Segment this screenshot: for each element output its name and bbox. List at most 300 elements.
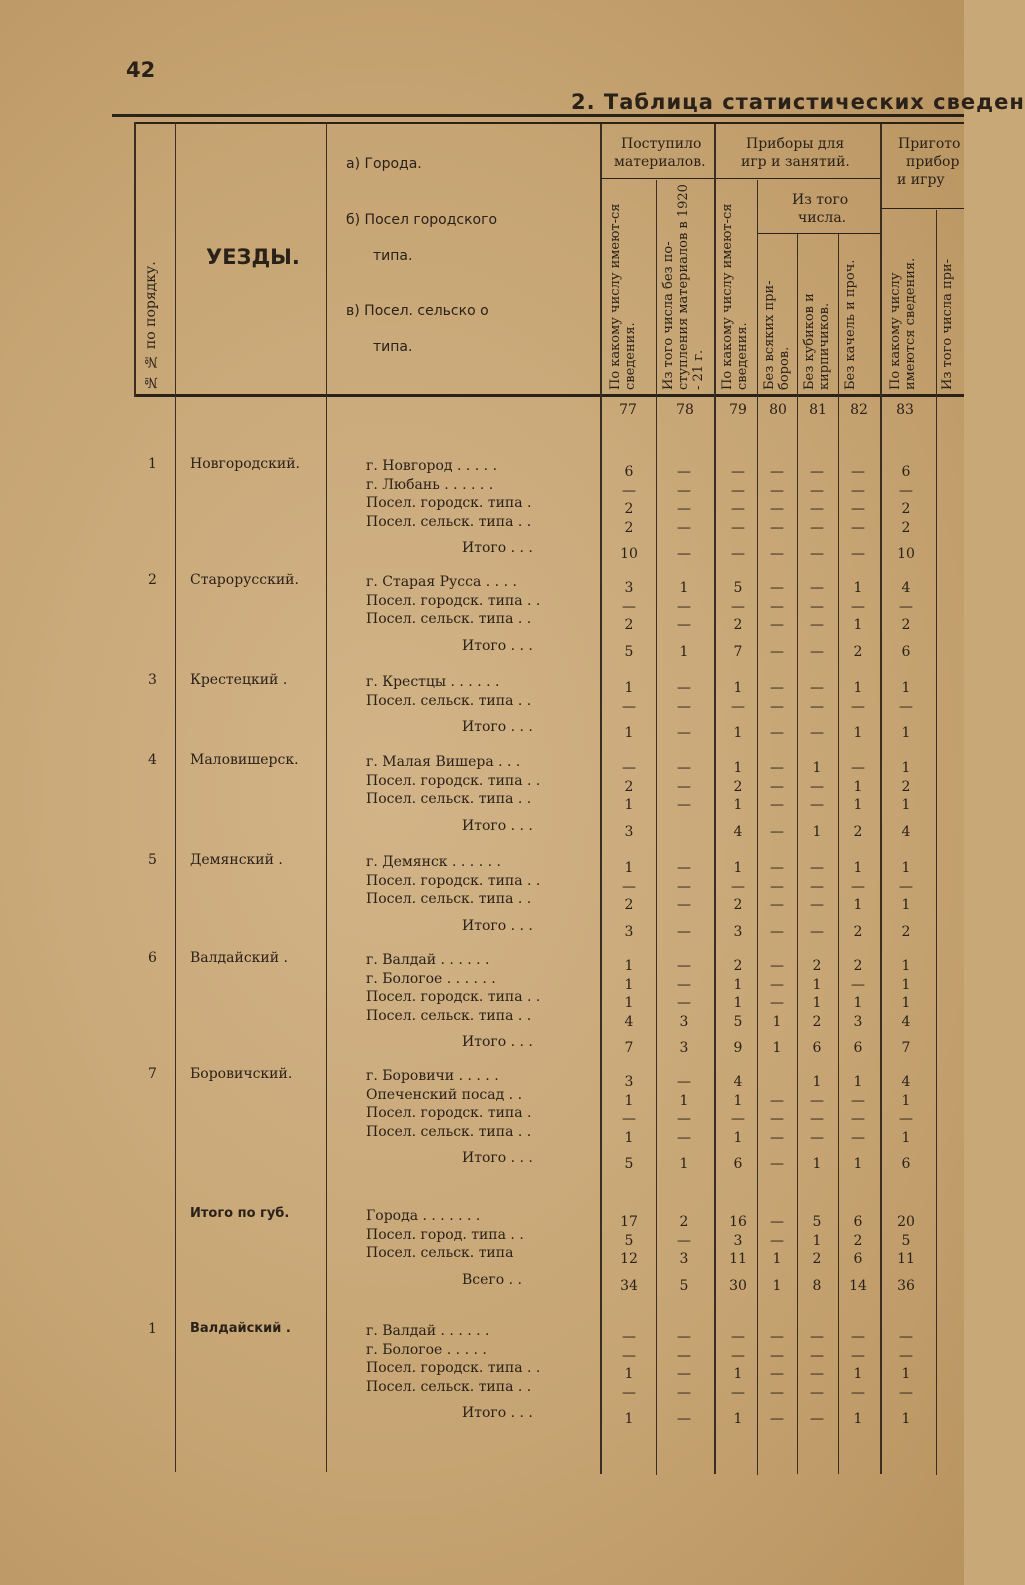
col-number: 81: [809, 402, 827, 418]
table-cell: 2: [624, 519, 634, 536]
col77-header: По какому числу имеют-ся сведения.: [608, 203, 638, 390]
table-cell: —: [770, 725, 784, 741]
table-cell: —: [851, 546, 865, 562]
place-name: Посел. городск. типа . .: [366, 592, 541, 609]
table-cell: 1: [624, 958, 634, 974]
table-cell: —: [622, 1347, 636, 1364]
table-cell: —: [770, 1329, 784, 1345]
table-cell: —: [770, 976, 784, 993]
table-cell: —: [677, 995, 691, 1011]
district-name: Маловишерск.: [190, 752, 299, 768]
table-cell: —: [677, 1111, 691, 1127]
place-name: Посел. городск. типа . .: [366, 989, 541, 1005]
table-cell: —: [770, 598, 784, 615]
table-cell: 2: [901, 501, 911, 517]
table-cell: —: [770, 1156, 784, 1172]
table-cell: —: [810, 464, 824, 480]
table-cell: 2: [812, 1013, 822, 1030]
table-cell: 20: [897, 1214, 915, 1230]
table-cell: —: [770, 1232, 784, 1249]
table-cell: 6: [901, 464, 911, 480]
table-cell: 1: [853, 617, 863, 633]
table-cell: 3: [624, 580, 634, 596]
table-cell: 1: [853, 680, 863, 696]
table-cell: 1: [853, 725, 863, 741]
table-cell: 1: [901, 1129, 911, 1146]
table-cell: 1: [624, 680, 634, 696]
table-cell: 1: [853, 1366, 863, 1382]
table-cell: —: [899, 1384, 913, 1401]
place-name: г. Любань . . . . . .: [366, 476, 494, 493]
table-cell: 1: [901, 958, 911, 974]
table-cell: 1: [812, 1232, 822, 1249]
table-cell: —: [810, 546, 824, 562]
table-cell: —: [677, 1366, 691, 1382]
table-cell: 1: [733, 1092, 743, 1109]
table-cell: —: [810, 860, 824, 876]
table-cell: 1: [853, 580, 863, 596]
table-cell: —: [851, 760, 865, 776]
table-cell: —: [810, 617, 824, 633]
table-cell: 6: [733, 1156, 743, 1172]
table-cell: —: [851, 878, 865, 895]
col-number: 83: [896, 402, 914, 418]
table-cell: —: [899, 1347, 913, 1364]
table-cell: 5: [901, 1232, 911, 1249]
table-cell: 3: [679, 1040, 689, 1056]
district-name: Новгородский.: [190, 456, 300, 472]
table-cell: 7: [624, 1040, 634, 1056]
table-cell: 1: [679, 1092, 689, 1109]
table-cell: —: [731, 698, 745, 715]
col84-header: Из того числа при-: [940, 258, 955, 390]
table-cell: 1: [853, 897, 863, 913]
table-cell: —: [851, 1347, 865, 1364]
table-cell: 1: [901, 995, 911, 1011]
table-cell: —: [731, 519, 745, 536]
col81-header: Без кубиков и кирпичиков.: [802, 293, 832, 390]
table-cell: —: [677, 1347, 691, 1364]
group2-sub-header: Из того: [792, 192, 849, 208]
table-cell: 1: [772, 1251, 782, 1267]
table-cell: 1: [901, 797, 911, 813]
place-name: г. Валдай . . . . . .: [366, 952, 490, 968]
table-cell: —: [677, 923, 691, 940]
table-cell: 2: [624, 778, 634, 795]
table-cell: 1: [812, 760, 822, 776]
table-cell: 1: [733, 680, 743, 696]
col-sep-no: [175, 122, 176, 1472]
col-sep-uezd: [326, 122, 327, 1472]
table-cell: —: [851, 1329, 865, 1345]
place-name: Посел. сельск. типа . .: [366, 1378, 532, 1395]
table-cell: —: [770, 1347, 784, 1364]
table-cell: 1: [733, 760, 743, 776]
table-cell: —: [622, 698, 636, 715]
table-cell: —: [677, 617, 691, 633]
table-cell: 1: [853, 860, 863, 876]
table-cell: —: [899, 878, 913, 895]
place-name: Посел. сельск. типа . .: [366, 791, 532, 807]
table-cell: —: [770, 580, 784, 596]
table-cell: —: [810, 1411, 824, 1427]
table-cell: 4: [901, 823, 911, 840]
table-cell: 2: [853, 923, 863, 940]
table-cell: —: [770, 797, 784, 813]
row-number: 4: [148, 752, 157, 768]
total-label: Итого . . .: [462, 817, 533, 834]
total-label: Итого . . .: [462, 719, 533, 735]
table-cell: —: [770, 1384, 784, 1401]
table-cell: 1: [812, 823, 822, 840]
row-number: 5: [148, 852, 157, 868]
legend-b: б) Посел городского: [346, 212, 498, 228]
table-cell: —: [677, 897, 691, 913]
table-cell: —: [677, 1411, 691, 1427]
table-cell: 2: [901, 923, 911, 940]
table-cell: —: [851, 598, 865, 615]
district-name: Демянский .: [190, 852, 283, 868]
table-cell: —: [810, 698, 824, 715]
header-bottom-rule: [134, 394, 964, 397]
place-name: Посел. сельск. типа . .: [366, 1123, 532, 1140]
table-cell: —: [677, 1074, 691, 1090]
row-number: 6: [148, 950, 157, 966]
table-cell: 2: [901, 519, 911, 536]
place-name: Посел. сельск. типа . .: [366, 891, 532, 907]
col78-header: Из того числа без по-ступления материалов в 1920 - 21 г.: [661, 184, 706, 390]
table-cell: 1: [679, 580, 689, 596]
table-cell: 1: [624, 976, 634, 993]
table-cell: 3: [624, 923, 634, 940]
table-cell: 2: [733, 778, 743, 795]
table-cell: 5: [679, 1277, 689, 1294]
row-number: 3: [148, 672, 157, 688]
table-cell: 17: [620, 1214, 638, 1230]
table-cell: —: [899, 598, 913, 615]
table-cell: —: [677, 976, 691, 993]
table-cell: 1: [733, 976, 743, 993]
col-sep-81: [797, 234, 798, 1474]
table-cell: —: [810, 519, 824, 536]
table-cell: 1: [624, 1366, 634, 1382]
table-cell: —: [622, 760, 636, 776]
table-cell: —: [810, 643, 824, 660]
table-cell: 1: [772, 1040, 782, 1056]
col-sep-83: [880, 124, 882, 1474]
table-cell: —: [770, 643, 784, 660]
group3-header: Пригото: [898, 136, 961, 152]
row-number: 7: [148, 1066, 157, 1082]
table-cell: —: [622, 482, 636, 499]
table-cell: —: [677, 860, 691, 876]
table-cell: 1: [733, 797, 743, 813]
table-cell: —: [677, 1232, 691, 1249]
col-number: 80: [769, 402, 787, 418]
table-cell: —: [770, 1411, 784, 1427]
table-cell: —: [899, 1329, 913, 1345]
table-cell: —: [677, 797, 691, 813]
table-cell: 2: [853, 958, 863, 974]
table-cell: 5: [624, 643, 634, 660]
place-name: г. Крестцы . . . . . .: [366, 674, 500, 690]
top-rule: [112, 114, 964, 117]
table-cell: —: [899, 1111, 913, 1127]
table-cell: 1: [901, 1092, 911, 1109]
table-cell: 4: [733, 823, 743, 840]
table-cell: 1: [679, 1156, 689, 1172]
place-name: г. Бологое . . . . . .: [366, 970, 496, 987]
table-cell: —: [770, 878, 784, 895]
table-cell: 10: [620, 546, 638, 562]
place-name: Посел. сельск. типа . .: [366, 513, 532, 530]
table-cell: 6: [853, 1214, 863, 1230]
group2-sub-header-2: числа.: [798, 210, 847, 226]
table-cell: —: [677, 778, 691, 795]
table-cell: 1: [853, 778, 863, 795]
table-cell: 4: [901, 1013, 911, 1030]
table-cell: 7: [901, 1040, 911, 1056]
table-cell: —: [770, 760, 784, 776]
group2-header: Приборы для: [746, 136, 845, 152]
table-cell: 1: [679, 643, 689, 660]
table-cell: —: [622, 1384, 636, 1401]
table-cell: 10: [897, 546, 915, 562]
table-cell: —: [810, 580, 824, 596]
table-cell: —: [677, 464, 691, 480]
table-cell: —: [810, 878, 824, 895]
table-cell: 1: [624, 1092, 634, 1109]
district-name: Валдайский .: [190, 950, 288, 966]
table-cell: —: [810, 1347, 824, 1364]
place-name: г. Старая Русса . . . .: [366, 574, 517, 590]
col80-header: Без всяких при-боров.: [762, 280, 792, 390]
table-cell: 1: [901, 1366, 911, 1382]
table-cell: —: [731, 878, 745, 895]
table-cell: 2: [853, 643, 863, 660]
table-cell: —: [677, 546, 691, 562]
table-cell: —: [851, 1092, 865, 1109]
table-cell: 1: [733, 995, 743, 1011]
table-cell: 6: [624, 464, 634, 480]
uezdy-header: УЕЗДЫ.: [206, 245, 300, 269]
place-name: Посел. городск. типа . .: [366, 1360, 541, 1376]
table-cell: 9: [733, 1040, 743, 1056]
table-cell: 4: [901, 580, 911, 596]
place-name: г. Боровичи . . . . .: [366, 1068, 499, 1084]
place-name: Посел. город. типа . .: [366, 1226, 524, 1243]
group3-header-3: и игру: [897, 172, 945, 188]
table-cell: 34: [620, 1277, 638, 1294]
total-label: Итого . . .: [462, 1034, 533, 1050]
group2-header-2: игр и занятий.: [741, 154, 850, 170]
group1-header: Поступило: [621, 136, 702, 152]
district-name: Боровичский.: [190, 1066, 293, 1082]
table-cell: 3: [624, 823, 634, 840]
table-cell: 11: [897, 1251, 915, 1267]
table-cell: —: [810, 923, 824, 940]
group3-rule: [882, 208, 964, 209]
legend-b-cont: типа.: [373, 248, 413, 264]
table-cell: 2: [812, 1251, 822, 1267]
table-cell: 1: [624, 860, 634, 876]
table-cell: 2: [624, 617, 634, 633]
table-cell: 2: [812, 958, 822, 974]
table-cell: 1: [901, 860, 911, 876]
table-cell: 2: [624, 897, 634, 913]
table-cell: 2: [733, 958, 743, 974]
table-cell: —: [851, 698, 865, 715]
table-cell: —: [770, 1129, 784, 1146]
table-cell: —: [731, 1347, 745, 1364]
group2-rule: [716, 178, 880, 179]
table-cell: —: [810, 482, 824, 499]
legend-a: а) Города.: [346, 156, 422, 172]
table-cell: —: [770, 1092, 784, 1109]
table-cell: —: [810, 1366, 824, 1382]
table-cell: 1: [812, 995, 822, 1011]
table-cell: —: [770, 482, 784, 499]
table-cell: 1: [624, 725, 634, 741]
table-cell: 4: [901, 1074, 911, 1090]
table-cell: —: [810, 1092, 824, 1109]
table-cell: 1: [901, 897, 911, 913]
total-label: Итого . . .: [462, 1405, 533, 1421]
table-cell: 1: [733, 1411, 743, 1427]
table-cell: 4: [733, 1074, 743, 1090]
table-cell: —: [899, 698, 913, 715]
place-name: г. Новгород . . . . .: [366, 458, 498, 474]
table-cell: —: [677, 958, 691, 974]
group1-rule: [602, 178, 714, 179]
table-cell: 5: [624, 1156, 634, 1172]
table-cell: 5: [624, 1232, 634, 1249]
col83-header: По какому числу имеются сведения.: [888, 257, 918, 390]
legend-c-cont: типа.: [373, 339, 413, 355]
table-cell: —: [770, 823, 784, 840]
place-name: Посел. сельск. типа . .: [366, 1007, 532, 1024]
group1-header-2: материалов.: [614, 154, 706, 170]
col-sep-82: [838, 234, 839, 1474]
table-cell: —: [731, 1329, 745, 1345]
table-cell: 36: [897, 1277, 915, 1294]
table-cell: 1: [901, 680, 911, 696]
row-number: 2: [148, 572, 157, 588]
table-cell: —: [851, 1384, 865, 1401]
group3-header-2: прибор: [906, 154, 960, 170]
place-name: Города . . . . . . .: [366, 1208, 481, 1224]
table-cell: 1: [624, 797, 634, 813]
page-number: 42: [126, 58, 156, 82]
table-cell: 16: [729, 1214, 747, 1230]
place-name: г. Валдай . . . . . .: [366, 1323, 490, 1339]
table-cell: 12: [620, 1251, 638, 1267]
place-name: г. Малая Вишера . . .: [366, 754, 521, 770]
table-cell: —: [851, 1129, 865, 1146]
table-cell: —: [851, 519, 865, 536]
table-cell: 1: [853, 1411, 863, 1427]
table-cell: —: [810, 680, 824, 696]
table-cell: —: [810, 778, 824, 795]
table-cell: —: [770, 1111, 784, 1127]
table-cell: —: [810, 1329, 824, 1345]
table-cell: —: [677, 1129, 691, 1146]
number-column-header: № № по порядку.: [143, 261, 159, 390]
table-cell: —: [677, 680, 691, 696]
table-cell: —: [770, 698, 784, 715]
col79-header: По какому числу имеют-ся сведения.: [720, 203, 750, 390]
legend-c: в) Посел. сельско о: [346, 303, 489, 319]
place-name: Посел. сельск. типа: [366, 1245, 514, 1261]
table-cell: —: [677, 725, 691, 741]
table-cell: —: [851, 1111, 865, 1127]
table-cell: 5: [733, 580, 743, 596]
table-cell: 6: [901, 643, 911, 660]
table-cell: —: [770, 464, 784, 480]
place-name: г. Демянск . . . . . .: [366, 854, 501, 870]
table-cell: 1: [733, 725, 743, 741]
table-cell: —: [851, 482, 865, 499]
table-cell: 2: [853, 1232, 863, 1249]
place-name: Посел. сельск. типа . .: [366, 692, 532, 709]
table-cell: —: [731, 546, 745, 562]
table-cell: —: [770, 995, 784, 1011]
district-name: Старорусский.: [190, 572, 299, 588]
table-cell: —: [770, 546, 784, 562]
place-name: Опеченский посад . .: [366, 1086, 523, 1103]
row-number: 1: [148, 456, 157, 472]
table-cell: —: [810, 897, 824, 913]
table-cell: 1: [901, 760, 911, 776]
table-cell: 1: [853, 797, 863, 813]
table-cell: 3: [733, 923, 743, 940]
district-name: Итого по губ.: [190, 1206, 290, 1221]
table-cell: 1: [901, 976, 911, 993]
left-border: [134, 122, 136, 397]
table-cell: 1: [812, 976, 822, 993]
table-cell: 8: [812, 1277, 822, 1294]
table-cell: 1: [812, 1156, 822, 1172]
table-cell: —: [810, 1129, 824, 1146]
place-name: Посел. сельск. типа . .: [366, 611, 532, 627]
table-cell: 1: [624, 1129, 634, 1146]
table-cell: 6: [812, 1040, 822, 1056]
table-cell: —: [770, 680, 784, 696]
table-cell: —: [677, 698, 691, 715]
total-label: Всего . .: [462, 1271, 522, 1288]
table-cell: 3: [679, 1013, 689, 1030]
top-rule-2: [134, 122, 964, 124]
table-cell: 1: [853, 1074, 863, 1090]
total-label: Итого . . .: [462, 917, 533, 934]
table-cell: —: [810, 725, 824, 741]
table-cell: 30: [729, 1277, 747, 1294]
col-sep-80: [757, 180, 758, 1475]
table-cell: —: [622, 878, 636, 895]
table-cell: 1: [853, 1156, 863, 1172]
table-cell: 6: [853, 1040, 863, 1056]
table-cell: 1: [901, 725, 911, 741]
table-cell: 1: [733, 1366, 743, 1382]
col-sep-77: [600, 124, 602, 1474]
table-cell: —: [731, 482, 745, 499]
table-cell: 6: [853, 1251, 863, 1267]
table-cell: —: [677, 878, 691, 895]
col82-header: Без качель и проч.: [843, 259, 858, 390]
table-cell: 1: [853, 995, 863, 1011]
table-cell: —: [770, 519, 784, 536]
table-cell: 2: [901, 778, 911, 795]
